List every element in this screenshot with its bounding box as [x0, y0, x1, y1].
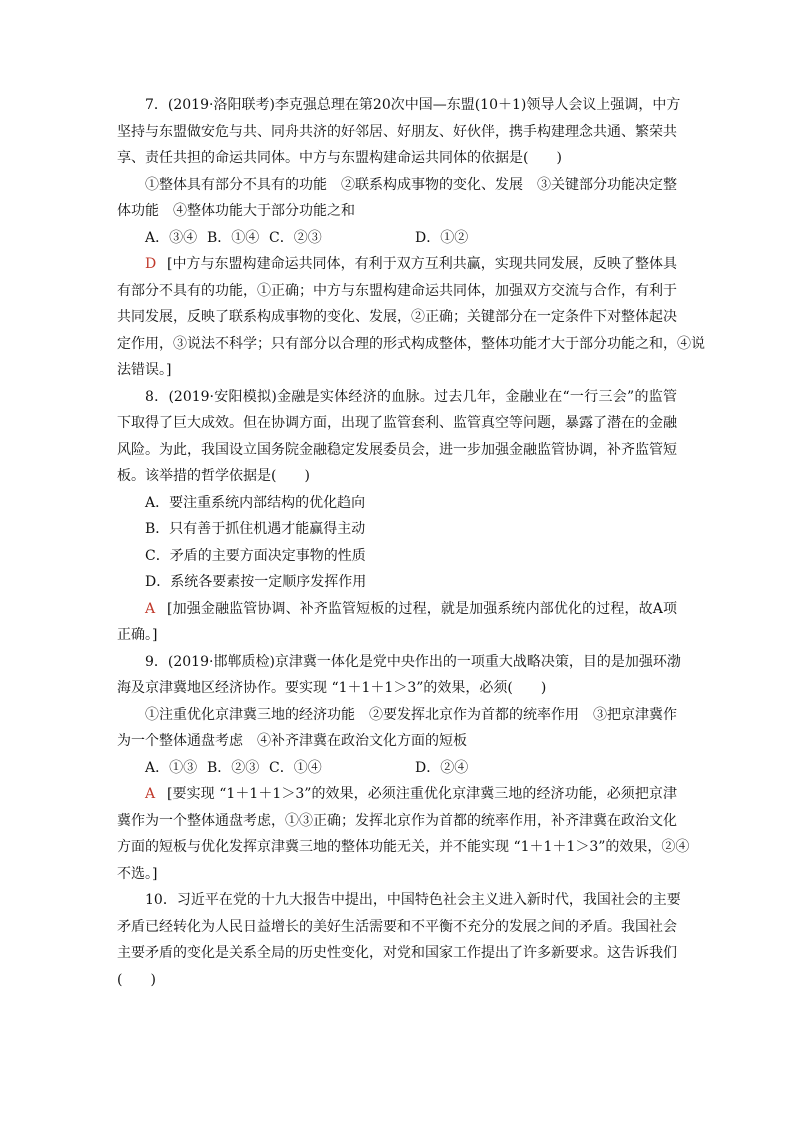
choice-d: D．①②: [415, 229, 469, 246]
question-8: [117, 384, 677, 649]
choice-c: C．②③: [269, 229, 322, 246]
choice-b: B．只有善于抓住机遇才能赢得主动: [145, 521, 366, 537]
question-stem-line: 主要矛盾的变化是关系全局的历史性变化，对党和国家工作提出了许多新要求。这告诉我们: [117, 945, 677, 961]
choice-a: A．③④: [145, 229, 198, 246]
question-stem-line: 享、责任共担的命运共同体。中方与东盟构建命运共同体的依据是( ): [117, 150, 562, 166]
explanation-line: [117, 781, 677, 808]
choice-a: A．要注重系统内部结构的优化趋向: [145, 494, 366, 511]
question-stem-line: 8．(2019·安阳模拟)金融是实体经济的血脉。过去几年，金融业在“一行三会”的监管: [145, 388, 677, 405]
answer-letter: A: [145, 600, 156, 617]
document-page: [117, 92, 705, 993]
explanation-line: 方面的短板与优化发挥京津冀三地的整体功能无关，并不能实现 “1＋1＋1＞3”的效果，②④: [117, 839, 690, 855]
question-7: [117, 92, 705, 384]
explanation-line: 冀作为一个整体通盘考虑，①③正确；发挥北京作为首都的统率作用，补齐津冀在政治文化: [117, 812, 677, 829]
choice-d: D．系统各要素按一定顺序发挥作用: [145, 574, 367, 590]
statement-options-line: 为一个整体通盘考虑 ④补齐津冀在政治文化方面的短板: [117, 733, 467, 749]
answer-letter: A: [145, 786, 156, 802]
question-stem-line: 海及京津冀地区经济协作。要实现 “1＋1＋1＞3”的效果，必须( ): [117, 680, 547, 696]
explanation-line: 定作用，③说法不科学；只有部分以合理的形式构成整体，整体功能才大于部分功能之和，④说: [117, 335, 705, 352]
explanation-line: 法错误。]: [117, 362, 172, 378]
question-stem-line: 坚持与东盟做安危与共、同舟共济的好邻居、好朋友、好伙伴，携手构建理念共通、繁荣共: [117, 123, 677, 140]
explanation-line: 正确。]: [117, 627, 158, 643]
question-stem-line: 风险。为此，我国设立国务院金融稳定发展委员会，进一步加强金融监管协调，补齐监管短: [117, 441, 677, 458]
choice-b: B．②③: [207, 759, 260, 776]
question-9: [117, 649, 690, 888]
statement-options-line: ①注重优化京津冀三地的经济功能 ②要发挥北京作为首都的统率作用 ③把京津冀作: [145, 706, 677, 723]
question-stem-line: 矛盾已经转化为人民日益增长的美好生活需要和不平衡不充分的发展之间的矛盾。我国社会: [117, 918, 677, 935]
question-stem-line: ( ): [117, 971, 156, 988]
explanation-text: [加强金融监管协调、补齐监管短板的过程，就是加强系统内部优化的过程，故A项: [167, 600, 677, 617]
explanation-line: [117, 251, 677, 278]
choice-c: C．矛盾的主要方面决定事物的性质: [145, 547, 366, 564]
question-10: [117, 887, 681, 993]
explanation-text: [中方与东盟构建命运共同体，有利于双方互利共赢，实现共同发展，反映了整体具: [167, 256, 677, 272]
statement-options-line: 体功能 ④整体功能大于部分功能之和: [117, 203, 355, 219]
question-stem-line: 9．(2019·邯郸质检)京津冀一体化是党中央作出的一项重大战略决策，目的是加强环渤: [145, 653, 681, 670]
statement-options-line: ①整体具有部分不具有的功能 ②联系构成事物的变化、发展 ③关键部分功能决定整: [145, 176, 677, 193]
question-stem-line: 7．(2019·洛阳联考)李克强总理在第20次中国—东盟(10＋1)领导人会议上强调，中方: [145, 97, 681, 113]
choice-d: D．②④: [415, 759, 469, 776]
answer-letter: D: [145, 256, 157, 272]
question-stem-line: 板。该举措的哲学依据是( ): [117, 468, 310, 484]
choice-a: A．①③: [145, 759, 198, 776]
explanation-line: 有部分不具有的功能，①正确；中方与东盟构建命运共同体，加强双方交流与合作，有利于: [117, 282, 677, 299]
explanation-text: [要实现 “1＋1＋1＞3”的效果，必须注重优化京津冀三地的经济功能，必须把京津: [167, 786, 677, 802]
explanation-line: 共同发展，反映了联系构成事物的变化、发展，②正确；关键部分在一定条件下对整体起决: [117, 309, 677, 325]
question-stem-line: 10．习近平在党的十九大报告中提出，中国特色社会主义进入新时代，我国社会的主要: [145, 892, 681, 908]
question-stem-line: 下取得了巨大成效。但在协调方面，出现了监管套利、监管真空等问题，暴露了潜在的金融: [117, 415, 677, 431]
choice-b: B．①④: [207, 229, 260, 246]
choice-c: C．①④: [269, 759, 322, 776]
explanation-line: 不选。]: [117, 865, 158, 882]
explanation-line: [117, 596, 677, 623]
answer-choices: [117, 755, 677, 782]
answer-choices: [117, 225, 677, 252]
